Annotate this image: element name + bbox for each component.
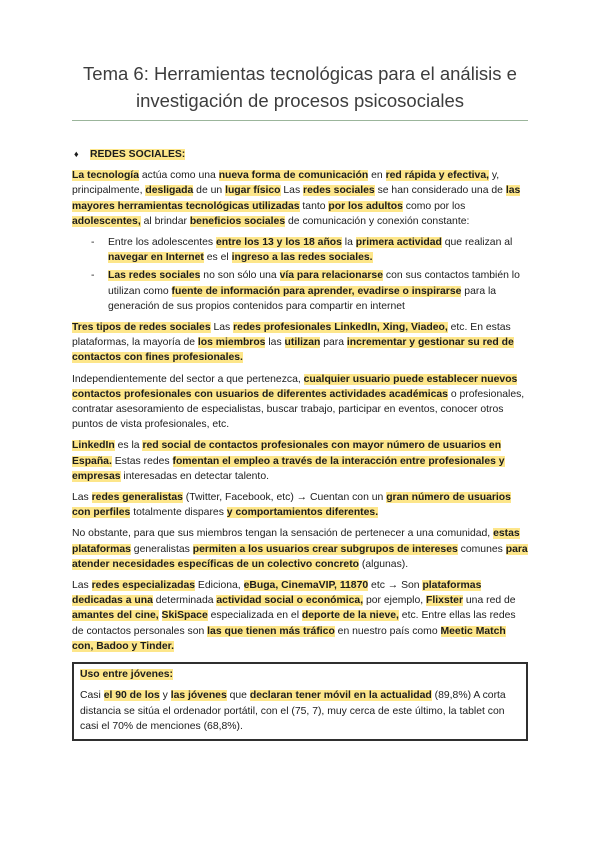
paragraph — [72, 490, 528, 520]
paragraph — [72, 168, 528, 229]
section-heading — [72, 147, 528, 162]
text-run: de un — [193, 185, 226, 197]
highlighted-text: Flixster — [426, 595, 464, 607]
highlighted-text: redes generalistas — [91, 492, 183, 504]
paragraph — [72, 438, 528, 484]
highlighted-text: Tres tipos de redes sociales — [72, 322, 211, 334]
highlighted-text: incrementar y gestionar su red de contactos con fines profesionales. — [72, 337, 514, 364]
list-item — [72, 268, 528, 314]
text-run: Casi — [80, 690, 104, 702]
highlighted-text: SkiSpace — [161, 610, 208, 622]
highlighted-text: cualquier usuario puede establecer nuevos contactos profesionales con usuarios de diferentes actividades académicas — [72, 373, 518, 400]
dash-list — [72, 235, 528, 314]
text-run: (algunas). — [359, 558, 409, 570]
highlighted-text: redes sociales — [303, 185, 375, 197]
text-run: comunes — [457, 543, 506, 555]
highlighted-text: primera actividad — [355, 237, 442, 249]
text-run: la — [341, 237, 356, 249]
highlighted-text: los miembros — [197, 337, 266, 349]
highlighted-text: eBuga, CinemaVIP, 11870 — [243, 580, 369, 592]
highlighted-text: lugar físico — [225, 185, 281, 197]
title-divider — [72, 120, 528, 121]
text-run: para — [320, 337, 347, 349]
highlighted-text: plataformas dedicadas a una — [72, 580, 482, 607]
text-run: (Twitter, Facebook, etc) → Cuentan con un — [182, 492, 387, 504]
highlighted-text: declaran tener móvil en la actualidad — [249, 690, 432, 702]
highlighted-text: red rápida y efectiva, — [385, 170, 489, 182]
text-run: actúa como una — [138, 170, 219, 182]
highlighted-text: adolescentes, — [72, 215, 141, 227]
highlighted-text: La tecnología — [72, 170, 139, 182]
info-box — [72, 662, 528, 741]
text-run: como por los — [402, 200, 466, 212]
text-run: Estas redes — [111, 455, 173, 467]
text-run: etc. En estas plataformas, la mayoría de — [72, 322, 511, 349]
highlighted-text: y comportamientos diferentes. — [226, 507, 379, 519]
text-run: Ediciona, — [195, 580, 244, 592]
list-item — [72, 235, 528, 265]
text-run: una red de — [463, 595, 516, 607]
highlighted-text: fomentan el empleo a través de la interacción entre profesionales y empresas — [72, 455, 505, 482]
document-body — [72, 147, 528, 741]
text-run: y, principalmente, — [72, 170, 500, 197]
text-run: que realizan al — [441, 237, 513, 249]
text-run: Entre los adolescentes — [108, 237, 217, 249]
text-run: no son sólo una — [200, 270, 280, 282]
highlighted-text: estas plataformas — [72, 528, 520, 555]
text-run: No obstante, para que sus miembros tengan la sensación de pertenecer a una comunidad, — [72, 528, 494, 540]
diamond-bullet-icon: ♦ — [74, 149, 79, 159]
highlighted-text: redes profesionales LinkedIn, Xing, Viadeo, — [233, 322, 448, 334]
paragraph — [72, 320, 528, 366]
highlighted-text: las jóvenes — [170, 690, 227, 702]
highlighted-text: navegar en Internet — [108, 252, 204, 264]
page-title — [50, 60, 550, 114]
text-run: se han considerado una de — [374, 185, 506, 197]
highlighted-text: gran número de usuarios con perfiles — [72, 492, 511, 519]
highlighted-text: el 90 de los — [103, 690, 160, 702]
text-run: y — [159, 690, 171, 702]
text-run: en — [368, 170, 386, 182]
text-run: para la generación de sus propios contenidos para compartir en internet — [108, 285, 497, 312]
section-heading-text: REDES SOCIALES: — [90, 149, 186, 160]
highlighted-text: desligada — [145, 185, 194, 197]
highlighted-text: redes especializadas — [91, 580, 196, 592]
text-run: Las — [210, 322, 234, 334]
text-run: con sus contactos también lo utilizan como — [108, 270, 520, 297]
text-run: tanto — [299, 200, 329, 212]
info-box-heading — [80, 667, 519, 682]
highlighted-text: para atender necesidades específicas de un colectivo concreto — [72, 543, 528, 570]
text-run: es la — [114, 440, 143, 452]
highlighted-text: utilizan — [284, 337, 321, 349]
highlighted-text: beneficios sociales — [189, 215, 286, 227]
paragraph — [72, 578, 528, 654]
info-box-text — [80, 688, 519, 734]
highlighted-text: nueva forma de comunicación — [218, 170, 369, 182]
highlighted-text: LinkedIn — [72, 440, 115, 452]
text-run: que — [226, 690, 250, 702]
text-run: en nuestro país como — [334, 625, 441, 637]
page-title-line-2: investigación de procesos psicosociales — [135, 90, 465, 111]
highlighted-text: las que tienen más tráfico — [207, 625, 335, 637]
highlighted-text: Las redes sociales — [108, 270, 201, 282]
text-run: Las — [72, 580, 92, 592]
info-box-heading-text: Uso entre jóvenes: — [80, 669, 173, 681]
text-run: por ejemplo, — [363, 595, 427, 607]
text-run: interesadas en detectar talento. — [120, 470, 269, 482]
highlighted-text: ingreso a las redes sociales. — [231, 252, 373, 264]
highlighted-text: amantes del cine, — [72, 610, 159, 622]
text-run: es el — [203, 252, 232, 264]
text-run: o profesionales, contratar asesoramiento de especialistas, buscar trabajo, participar en eventos, conocer otros puntos de vista profesionales, etc. — [72, 388, 525, 431]
text-run: Las — [72, 492, 92, 504]
text-run: determinada — [152, 595, 217, 607]
text-run: de comunicación y conexión constante: — [285, 215, 470, 227]
highlighted-text: por los adultos — [328, 200, 403, 212]
text-run: totalmente dispares — [130, 507, 227, 519]
highlighted-text: entre los 13 y los 18 años — [216, 237, 342, 249]
highlighted-text: actividad social o económica, — [216, 595, 364, 607]
text-run: al brindar — [140, 215, 190, 227]
highlighted-text: fuente de información para aprender, evadirse o inspirarse — [171, 285, 462, 297]
paragraph — [72, 526, 528, 572]
text-run: etc → Son — [368, 580, 423, 592]
text-run: las — [265, 337, 285, 349]
paragraph — [72, 372, 528, 433]
highlighted-text: Meetic Match con, Badoo y Tinder. — [72, 625, 506, 652]
text-run: etc. Entre ellas las redes de contactos personales son — [72, 610, 516, 637]
text-run: Las — [280, 185, 304, 197]
highlighted-text: las mayores herramientas tecnológicas utilizadas — [72, 185, 521, 212]
text-run: (89,8%) A corta distancia se sitúa el ordenador portátil, con el (75, 7), muy cerca de este último, la tablet con casi el 70% de menciones (68,8%). — [80, 690, 506, 732]
text-run: especializada en el — [207, 610, 302, 622]
text-run: generalistas — [130, 543, 193, 555]
highlighted-text: vía para relacionarse — [279, 270, 383, 282]
text-run: Independientemente del sector a que pertenezca, — [72, 373, 304, 385]
highlighted-text: permiten a los usuarios crear subgrupos de intereses — [192, 543, 458, 555]
highlighted-text: deporte de la nieve, — [301, 610, 399, 622]
highlighted-text: red social de contactos profesionales con mayor número de usuarios en España. — [72, 440, 502, 467]
page-title-line-1: Tema 6: Herramientas tecnológicas para el análisis e — [83, 63, 517, 84]
